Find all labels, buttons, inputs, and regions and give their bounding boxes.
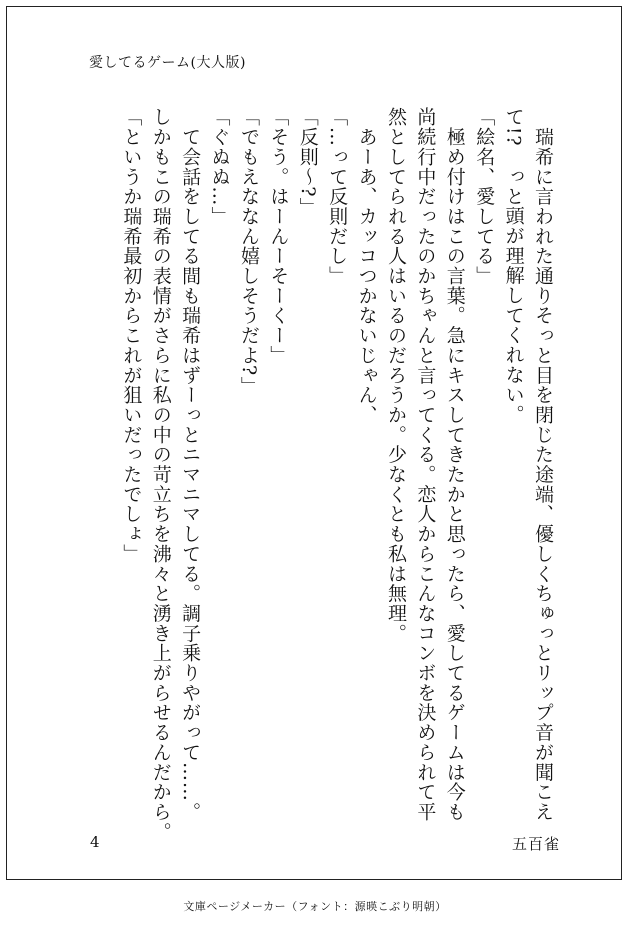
- body-line: 「そう。はーんーそーくー」: [267, 107, 290, 366]
- body-line: て会話をしてる間も瑞希はずーっとニマニマしてる。調子乗りやがって……。: [179, 107, 202, 822]
- body-line: 然としてられる人はいるのだろうか。少なくとも私は無理。: [384, 107, 407, 643]
- body-line: 「反則〜?」: [296, 107, 319, 218]
- body-line: 尚続行中だったのかちゃんと言ってくる。恋人からこんなコンボを決められて平: [414, 107, 437, 822]
- author-name: 五百雀: [512, 835, 561, 853]
- running-header-title: 愛してるゲーム(大人版): [89, 55, 246, 71]
- body-line: 「…って反則だし」: [326, 107, 349, 286]
- generator-credit: 文庫ページメーカー（フォント：源暎こぶり明朝）: [183, 900, 447, 913]
- body-line: 「ぐぬぬ…」: [208, 107, 231, 227]
- body-line: あーあ、カッコつかないじゃん、: [355, 107, 378, 425]
- body-line: 極め付けはこの言葉。急にキスしてきたかと思ったら、愛してるゲームは今も: [443, 107, 466, 822]
- page-number: 4: [90, 833, 100, 851]
- page-frame: [6, 6, 622, 880]
- body-line: て!? っと頭が理解してくれない。: [502, 107, 525, 425]
- body-line: しかもこの瑞希の表情がさらに私の中の苛立ちを沸々と湧き上がらせるんだから。: [149, 107, 172, 842]
- body-line: 「でもえななん嬉しそうだよ?」: [237, 107, 260, 396]
- vertical-body-text: [116, 107, 557, 842]
- body-line: 「というか瑞希最初からこれが狙いだったでしょ」: [120, 107, 143, 564]
- body-line: 瑞希に言われた通りそっと目を閉じた途端、優しくちゅっとリップ音が聞こえ: [532, 107, 554, 822]
- body-line: 「絵名、愛してる」: [473, 107, 496, 286]
